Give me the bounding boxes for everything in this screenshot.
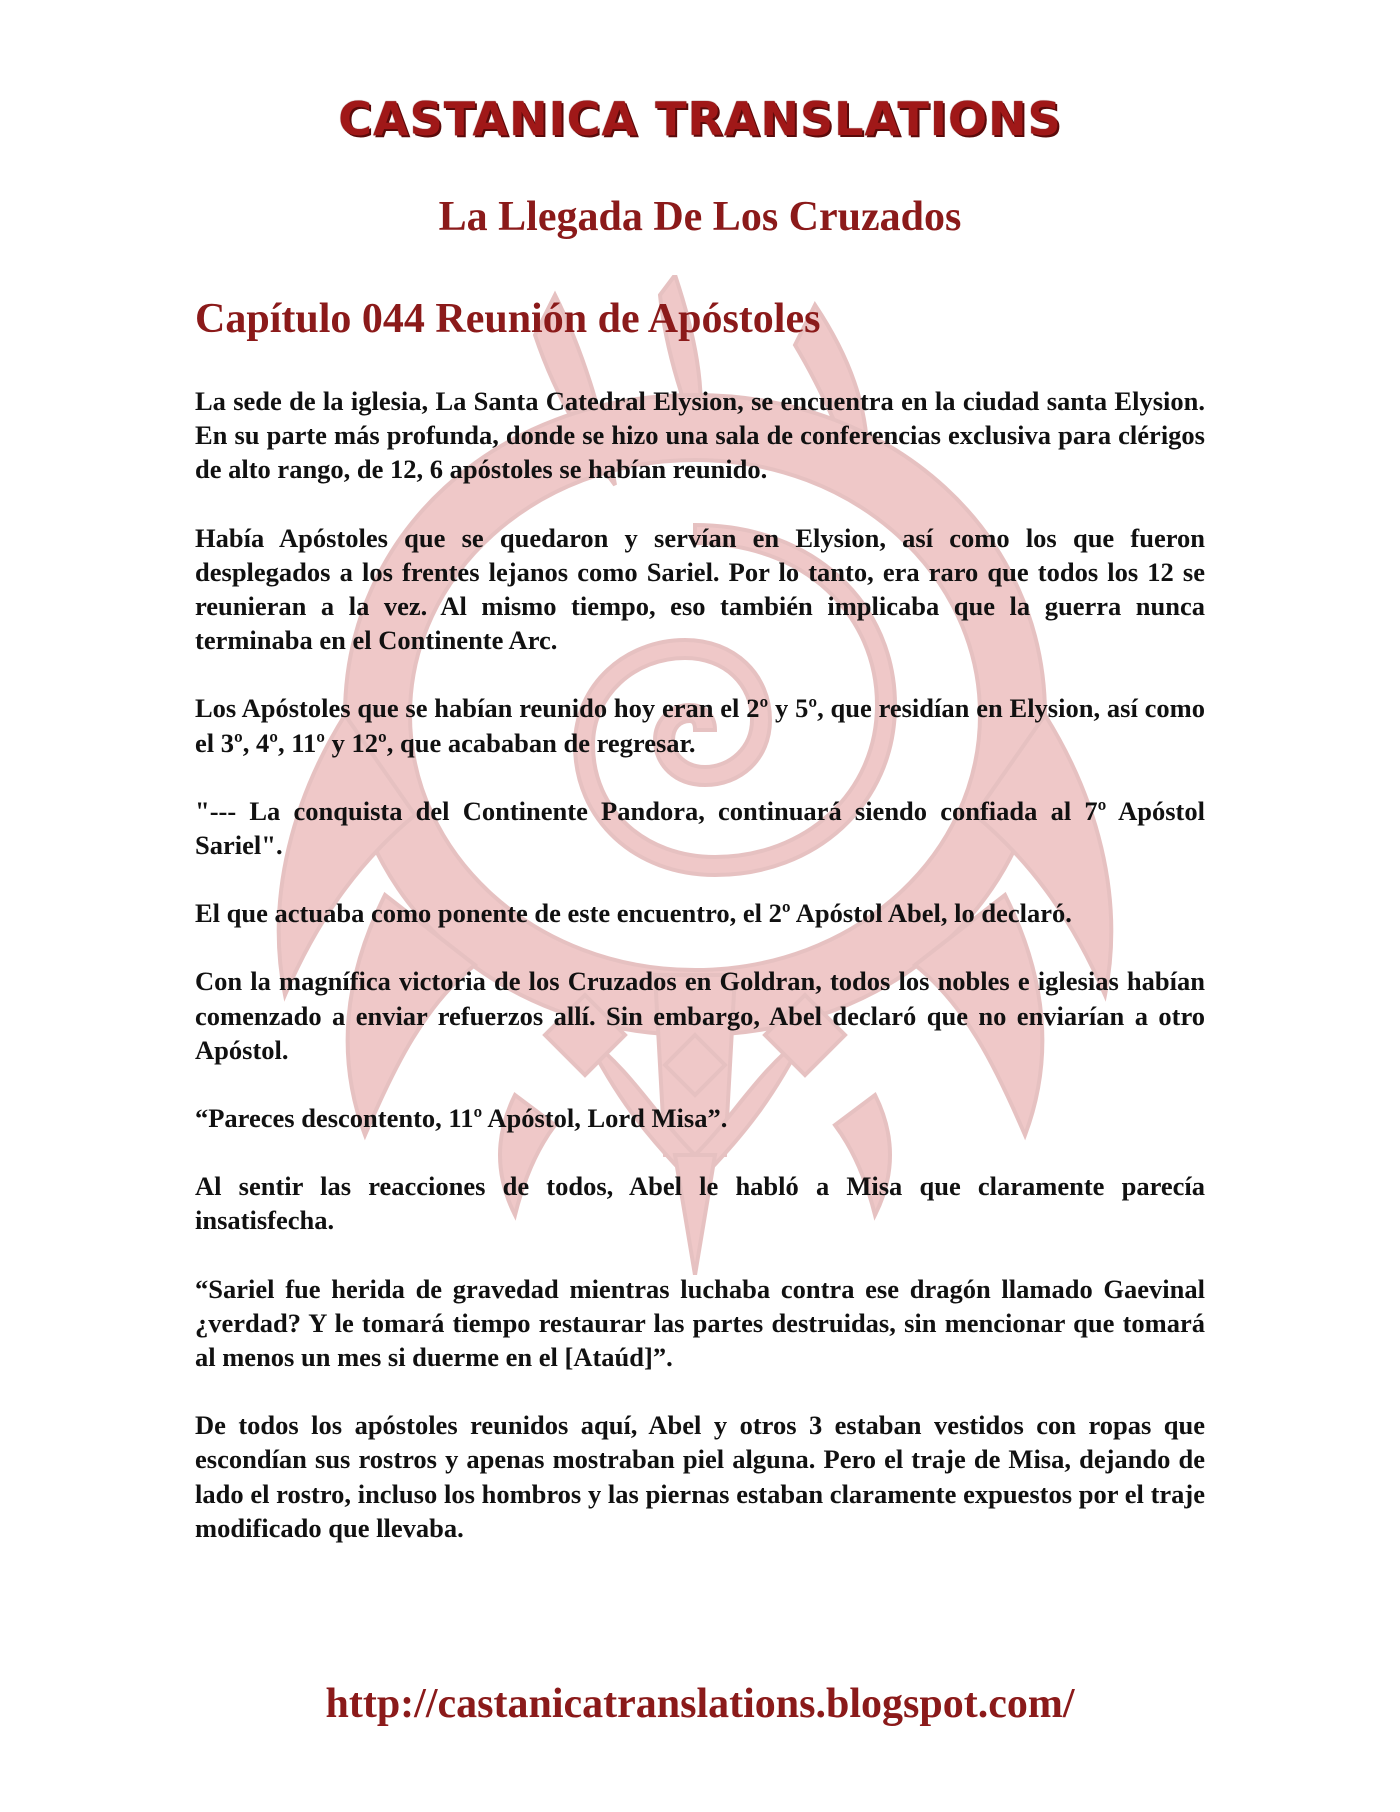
paragraph: "--- La conquista del Continente Pandora, continuará siendo confiada al 7º Apóstol Sariel".	[195, 795, 1205, 861]
paragraph: Con la magnífica victoria de los Cruzados en Goldran, todos los nobles e iglesias habían comenzado a enviar refuerzos allí. Sin embargo, Abel declaró que no enviarían a otro Apóstol.	[195, 966, 1205, 1065]
paragraph: Al sentir las reacciones de todos, Abel le habló a Misa que claramente parecía insatisfecha.	[195, 1171, 1205, 1236]
paragraph: La sede de la iglesia, La Santa Catedral Elysion, se encuentra en la ciudad santa Elysion. En su parte más profunda, donde se hizo una sala de conferencias exclusiva para clérigos de alto rango, de 12, 6 apóstoles se habían reunido.	[195, 386, 1205, 485]
site-brand-logo: CASTANICA TRANSLATIONS	[338, 92, 1062, 146]
paragraph: Los Apóstoles que se habían reunido hoy eran el 2º y 5º, que residían en Elysion, así como el 3º, 4º, 11º y 12º, que acababan de regresar.	[195, 693, 1205, 758]
paragraph: “Pareces descontento, 11º Apóstol, Lord Misa”.	[195, 1103, 728, 1134]
paragraph: “Sariel fue herida de gravedad mientras luchaba contra ese dragón llamado Gaevinal ¿verdad? Y le tomará tiempo restaurar las partes destruidas, sin mencionar que tomará al menos un mes si duerme en el [Ataúd]”.	[195, 1273, 1205, 1373]
paragraph: El que actuaba como ponente de este encuentro, el 2º Apóstol Abel, lo declaró.	[195, 898, 1072, 929]
footer-url-link[interactable]: http://castanicatranslations.blogspot.com/	[325, 1681, 1075, 1727]
novel-title: La Llegada De Los Cruzados	[438, 194, 962, 240]
paragraph: De todos los apóstoles reunidos aquí, Abel y otros 3 estaban vestidos con ropas que escondían sus rostros y apenas mostraban piel alguna. Pero el traje de Misa, dejando de lado el rostro, incluso los hombros y las piernas estaban claramente expuestos por el traje modificado que llevaba.	[195, 1410, 1205, 1543]
chapter-title: Capítulo 044 Reunión de Apóstoles	[195, 296, 821, 342]
chapter-body	[195, 384, 1205, 1579]
paragraph: Había Apóstoles que se quedaron y servían en Elysion, así como los que fueron desplegados a los frentes lejanos como Sariel. Por lo tanto, era raro que todos los 12 se reunieran a la vez. Al mismo tiempo, eso también implicaba que la guerra nunca terminaba en el Continente Arc.	[195, 522, 1205, 656]
